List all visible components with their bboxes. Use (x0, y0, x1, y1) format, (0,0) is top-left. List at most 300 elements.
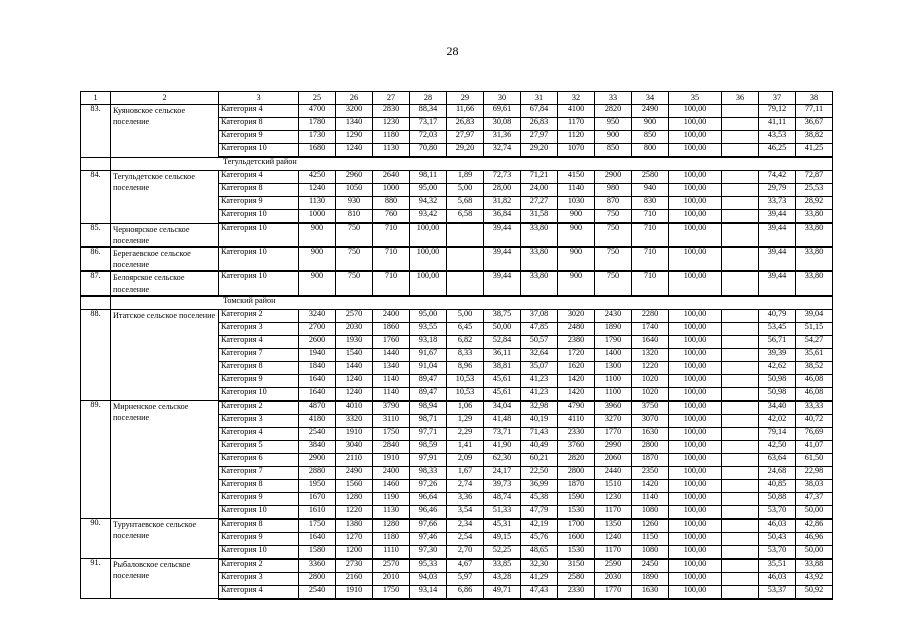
value-cell (722, 440, 759, 453)
value-cell: 89,47 (410, 387, 447, 401)
category-cell: Категория 8 (219, 519, 299, 533)
value-cell: 46,96 (796, 532, 833, 545)
value-cell: 100,00 (669, 309, 722, 322)
value-cell: 900 (299, 247, 336, 271)
value-cell: 97,66 (410, 519, 447, 533)
value-cell: 95,00 (410, 309, 447, 322)
section-num-cell (81, 157, 111, 171)
value-cell: 3360 (299, 559, 336, 573)
value-cell: 50,00 (796, 545, 833, 559)
value-cell: 1940 (299, 348, 336, 361)
value-cell: 750 (595, 247, 632, 271)
value-cell: 1150 (632, 532, 669, 545)
settlement-name: Куяновское сельское поселение (111, 105, 219, 158)
value-cell: 1,67 (447, 466, 484, 479)
value-cell: 1770 (595, 427, 632, 440)
value-cell: 2590 (595, 559, 632, 573)
value-cell: 750 (336, 247, 373, 271)
value-cell (722, 322, 759, 335)
value-cell: 1030 (558, 197, 595, 210)
category-cell: Категория 10 (219, 144, 299, 158)
value-cell: 1890 (595, 322, 632, 335)
value-cell: 93,14 (410, 585, 447, 599)
value-cell: 38,03 (796, 479, 833, 492)
value-cell (722, 427, 759, 440)
table-row (81, 309, 833, 322)
value-cell: 1110 (373, 545, 410, 559)
value-cell: 2900 (595, 171, 632, 184)
value-cell (722, 545, 759, 559)
value-cell: 1740 (632, 322, 669, 335)
value-cell: 100,00 (669, 210, 722, 224)
value-cell: 24,17 (484, 466, 521, 479)
value-cell: 760 (373, 210, 410, 224)
value-cell: 1080 (632, 545, 669, 559)
header-cell: 1 (81, 92, 111, 105)
value-cell: 41,23 (521, 387, 558, 401)
value-cell (722, 184, 759, 197)
value-cell: 1590 (558, 492, 595, 505)
value-cell: 2330 (558, 427, 595, 440)
settlement-name: Берегаевское сельское поселение (111, 247, 219, 271)
value-cell: 100,00 (669, 144, 722, 158)
value-cell (722, 131, 759, 144)
header-cell: 36 (722, 92, 759, 105)
value-cell: 2,34 (447, 519, 484, 533)
value-cell: 62,30 (484, 453, 521, 466)
value-cell: 29,20 (521, 144, 558, 158)
value-cell: 2480 (558, 322, 595, 335)
value-cell: 1130 (373, 144, 410, 158)
value-cell: 1530 (558, 505, 595, 519)
value-cell: 1380 (336, 519, 373, 533)
value-cell: 33,80 (521, 247, 558, 271)
value-cell: 710 (632, 247, 669, 271)
category-cell: Категория 4 (219, 171, 299, 184)
value-cell: 77,11 (796, 105, 833, 118)
value-cell: 33,80 (521, 223, 558, 247)
row-number: 86. (81, 247, 111, 271)
value-cell: 46,03 (759, 519, 796, 533)
value-cell: 45,61 (484, 374, 521, 387)
value-cell: 40,49 (521, 440, 558, 453)
settlement-name: Мирненское сельское поселение (111, 401, 219, 519)
row-number: 85. (81, 223, 111, 247)
value-cell (722, 387, 759, 401)
value-cell: 6,45 (447, 322, 484, 335)
value-cell: 49,15 (484, 532, 521, 545)
value-cell: 1440 (336, 361, 373, 374)
value-cell: 39,44 (759, 247, 796, 271)
category-cell: Категория 10 (219, 545, 299, 559)
value-cell (722, 171, 759, 184)
table-row (81, 401, 833, 415)
value-cell: 3020 (558, 309, 595, 322)
header-cell: 29 (447, 92, 484, 105)
value-cell: 36,67 (796, 118, 833, 131)
category-cell: Категория 2 (219, 309, 299, 322)
value-cell: 1100 (595, 387, 632, 401)
value-cell: 1300 (595, 361, 632, 374)
value-cell: 31,58 (521, 210, 558, 224)
value-cell: 1350 (595, 519, 632, 533)
value-cell: 2700 (299, 322, 336, 335)
value-cell: 3320 (336, 414, 373, 427)
value-cell: 41,07 (796, 440, 833, 453)
value-cell: 2830 (373, 105, 410, 118)
value-cell: 1020 (632, 374, 669, 387)
value-cell: 3,54 (447, 505, 484, 519)
value-cell: 79,14 (759, 427, 796, 440)
section-title: Томский район (111, 296, 833, 310)
value-cell: 1610 (299, 505, 336, 519)
value-cell: 1190 (373, 492, 410, 505)
value-cell: 34,04 (484, 401, 521, 415)
settlement-name: Белоярское сельское поселение (111, 271, 219, 295)
value-cell: 930 (336, 197, 373, 210)
category-cell: Категория 9 (219, 492, 299, 505)
value-cell (722, 492, 759, 505)
value-cell: 2430 (595, 309, 632, 322)
value-cell: 1240 (299, 184, 336, 197)
row-number: 83. (81, 105, 111, 158)
value-cell: 74,42 (759, 171, 796, 184)
value-cell: 72,73 (484, 171, 521, 184)
value-cell: 100,00 (669, 559, 722, 573)
value-cell: 33,88 (796, 559, 833, 573)
value-cell: 71,43 (521, 427, 558, 440)
value-cell: 36,84 (484, 210, 521, 224)
value-cell: 4790 (558, 401, 595, 415)
value-cell: 100,00 (669, 118, 722, 131)
value-cell: 2450 (632, 559, 669, 573)
value-cell (722, 453, 759, 466)
value-cell: 41,90 (484, 440, 521, 453)
value-cell: 50,98 (759, 374, 796, 387)
category-cell: Категория 4 (219, 427, 299, 440)
value-cell: 40,79 (759, 309, 796, 322)
value-cell: 50,88 (759, 492, 796, 505)
value-cell: 1240 (336, 144, 373, 158)
value-cell: 100,00 (669, 479, 722, 492)
value-cell: 100,00 (669, 223, 722, 247)
header-cell: 3 (219, 92, 299, 105)
category-cell: Категория 10 (219, 271, 299, 295)
value-cell: 710 (373, 271, 410, 295)
value-cell: 1640 (299, 532, 336, 545)
value-cell: 900 (558, 271, 595, 295)
value-cell (722, 144, 759, 158)
value-cell: 37,08 (521, 309, 558, 322)
value-cell (722, 118, 759, 131)
value-cell: 31,36 (484, 131, 521, 144)
value-cell: 1320 (632, 348, 669, 361)
value-cell: 67,84 (521, 105, 558, 118)
value-cell: 1420 (558, 387, 595, 401)
value-cell: 36,11 (484, 348, 521, 361)
value-cell: 900 (299, 223, 336, 247)
value-cell: 2010 (373, 572, 410, 585)
category-cell: Категория 10 (219, 210, 299, 224)
category-cell: Категория 6 (219, 453, 299, 466)
header-cell: 25 (299, 92, 336, 105)
category-cell: Категория 8 (219, 184, 299, 197)
header-cell: 37 (759, 92, 796, 105)
value-cell: 26,83 (447, 118, 484, 131)
value-cell: 33,80 (796, 223, 833, 247)
value-cell (722, 271, 759, 295)
value-cell: 50,00 (796, 505, 833, 519)
value-cell: 1170 (595, 545, 632, 559)
value-cell: 38,75 (484, 309, 521, 322)
value-cell: 950 (595, 118, 632, 131)
category-cell: Категория 8 (219, 118, 299, 131)
value-cell: 3790 (373, 401, 410, 415)
value-cell: 76,69 (796, 427, 833, 440)
value-cell: 2640 (373, 171, 410, 184)
value-cell: 42,62 (759, 361, 796, 374)
value-cell: 2820 (558, 453, 595, 466)
value-cell: 1890 (632, 572, 669, 585)
value-cell: 750 (595, 210, 632, 224)
value-cell: 3760 (558, 440, 595, 453)
category-cell: Категория 9 (219, 197, 299, 210)
value-cell (722, 585, 759, 599)
value-cell: 50,98 (759, 387, 796, 401)
value-cell: 100,00 (669, 572, 722, 585)
value-cell: 46,08 (796, 387, 833, 401)
value-cell: 100,00 (410, 223, 447, 247)
value-cell: 29,20 (447, 144, 484, 158)
table-row (81, 105, 833, 118)
value-cell: 70,80 (410, 144, 447, 158)
value-cell: 2350 (632, 466, 669, 479)
value-cell: 100,00 (669, 505, 722, 519)
category-cell: Категория 9 (219, 532, 299, 545)
value-cell: 39,44 (759, 210, 796, 224)
value-cell: 2580 (632, 171, 669, 184)
value-cell: 1630 (632, 585, 669, 599)
value-cell: 36,99 (521, 479, 558, 492)
value-cell: 48,65 (521, 545, 558, 559)
value-cell: 95,33 (410, 559, 447, 573)
value-cell: 42,86 (796, 519, 833, 533)
value-cell: 11,66 (447, 105, 484, 118)
value-cell: 1280 (336, 492, 373, 505)
value-cell: 33,33 (796, 401, 833, 415)
value-cell: 2540 (299, 585, 336, 599)
value-cell: 2990 (595, 440, 632, 453)
value-cell: 710 (373, 223, 410, 247)
value-cell: 1080 (632, 505, 669, 519)
value-cell: 89,47 (410, 374, 447, 387)
value-cell: 45,38 (521, 492, 558, 505)
value-cell: 4250 (299, 171, 336, 184)
value-cell: 43,53 (759, 131, 796, 144)
value-cell (722, 210, 759, 224)
value-cell: 100,00 (669, 335, 722, 348)
value-cell: 1050 (336, 184, 373, 197)
value-cell: 1670 (299, 492, 336, 505)
value-cell: 2490 (632, 105, 669, 118)
category-cell: Категория 10 (219, 223, 299, 247)
value-cell: 1910 (373, 453, 410, 466)
value-cell: 1220 (632, 361, 669, 374)
value-cell (722, 105, 759, 118)
value-cell: 10,53 (447, 374, 484, 387)
value-cell (447, 247, 484, 271)
value-cell: 94,03 (410, 572, 447, 585)
value-cell: 97,46 (410, 532, 447, 545)
value-cell: 5,00 (447, 184, 484, 197)
category-cell: Категория 10 (219, 387, 299, 401)
value-cell: 33,85 (484, 559, 521, 573)
value-cell: 3840 (299, 440, 336, 453)
value-cell: 710 (632, 223, 669, 247)
value-cell: 61,50 (796, 453, 833, 466)
section-num-cell (81, 296, 111, 310)
row-number: 91. (81, 559, 111, 599)
category-cell: Категория 3 (219, 322, 299, 335)
value-cell: 93,42 (410, 210, 447, 224)
value-cell (722, 335, 759, 348)
value-cell: 1860 (373, 322, 410, 335)
value-cell: 100,00 (669, 184, 722, 197)
value-cell: 97,91 (410, 453, 447, 466)
value-cell: 40,19 (521, 414, 558, 427)
value-cell: 1120 (558, 131, 595, 144)
value-cell: 1460 (373, 479, 410, 492)
category-cell: Категория 10 (219, 505, 299, 519)
value-cell: 88,34 (410, 105, 447, 118)
settlement-name: Тегульдетское сельское поселение (111, 171, 219, 224)
header-cell: 35 (669, 92, 722, 105)
value-cell: 1100 (595, 374, 632, 387)
value-cell: 1750 (373, 427, 410, 440)
value-cell: 3,36 (447, 492, 484, 505)
value-cell: 35,07 (521, 361, 558, 374)
value-cell: 97,30 (410, 545, 447, 559)
value-cell: 50,92 (796, 585, 833, 599)
value-cell: 1140 (373, 387, 410, 401)
value-cell: 1240 (336, 374, 373, 387)
value-cell: 1560 (336, 479, 373, 492)
value-cell: 39,39 (759, 348, 796, 361)
header-cell: 28 (410, 92, 447, 105)
value-cell: 50,57 (521, 335, 558, 348)
value-cell (722, 374, 759, 387)
value-cell: 33,73 (759, 197, 796, 210)
value-cell: 1760 (373, 335, 410, 348)
value-cell: 710 (632, 210, 669, 224)
value-cell: 1420 (558, 374, 595, 387)
value-cell: 1230 (373, 118, 410, 131)
value-cell: 25,53 (796, 184, 833, 197)
value-cell: 2380 (558, 335, 595, 348)
value-cell: 3070 (632, 414, 669, 427)
value-cell: 1840 (299, 361, 336, 374)
value-cell: 1700 (558, 519, 595, 533)
header-cell: 31 (521, 92, 558, 105)
value-cell: 43,28 (484, 572, 521, 585)
row-number: 88. (81, 309, 111, 401)
value-cell: 900 (558, 210, 595, 224)
value-cell: 1180 (373, 131, 410, 144)
value-cell: 4700 (299, 105, 336, 118)
value-cell: 47,79 (521, 505, 558, 519)
value-cell: 3150 (558, 559, 595, 573)
value-cell: 53,45 (759, 322, 796, 335)
value-cell: 2030 (336, 322, 373, 335)
section-title: Тегульдетский район (111, 157, 833, 171)
value-cell: 100,00 (669, 322, 722, 335)
value-cell: 33,80 (796, 271, 833, 295)
value-cell: 1870 (558, 479, 595, 492)
value-cell: 41,11 (759, 118, 796, 131)
value-cell: 98,71 (410, 414, 447, 427)
value-cell: 750 (336, 223, 373, 247)
value-cell: 1790 (595, 335, 632, 348)
value-cell: 1170 (558, 118, 595, 131)
value-cell: 33,80 (796, 210, 833, 224)
value-cell: 1240 (595, 532, 632, 545)
value-cell: 72,03 (410, 131, 447, 144)
value-cell: 710 (373, 247, 410, 271)
value-cell (722, 247, 759, 271)
value-cell: 1140 (632, 492, 669, 505)
value-cell (722, 559, 759, 573)
value-cell: 2400 (373, 466, 410, 479)
value-cell: 1,06 (447, 401, 484, 415)
value-cell: 2060 (595, 453, 632, 466)
value-cell: 1440 (373, 348, 410, 361)
value-cell: 27,97 (521, 131, 558, 144)
value-cell: 27,27 (521, 197, 558, 210)
value-cell: 91,04 (410, 361, 447, 374)
value-cell: 850 (632, 131, 669, 144)
value-cell: 1180 (373, 532, 410, 545)
value-cell: 750 (336, 271, 373, 295)
value-cell: 1130 (299, 197, 336, 210)
value-cell: 2960 (336, 171, 373, 184)
value-cell: 98,11 (410, 171, 447, 184)
value-cell: 1870 (632, 453, 669, 466)
value-cell: 2820 (595, 105, 632, 118)
value-cell: 1170 (595, 505, 632, 519)
value-cell: 100,00 (669, 374, 722, 387)
value-cell: 91,67 (410, 348, 447, 361)
value-cell: 2800 (299, 572, 336, 585)
value-cell: 42,02 (759, 414, 796, 427)
value-cell: 1600 (558, 532, 595, 545)
value-cell: 97,26 (410, 479, 447, 492)
header-cell: 30 (484, 92, 521, 105)
value-cell: 53,37 (759, 585, 796, 599)
value-cell: 51,15 (796, 322, 833, 335)
category-cell: Категория 2 (219, 559, 299, 573)
value-cell: 93,55 (410, 322, 447, 335)
value-cell: 100,00 (669, 197, 722, 210)
category-cell: Категория 3 (219, 572, 299, 585)
value-cell: 2030 (595, 572, 632, 585)
value-cell: 71,21 (521, 171, 558, 184)
value-cell: 2600 (299, 335, 336, 348)
value-cell: 5,68 (447, 197, 484, 210)
header-cell: 34 (632, 92, 669, 105)
value-cell: 8,33 (447, 348, 484, 361)
settlement-name: Черноярское сельское поселение (111, 223, 219, 247)
value-cell: 95,00 (410, 184, 447, 197)
